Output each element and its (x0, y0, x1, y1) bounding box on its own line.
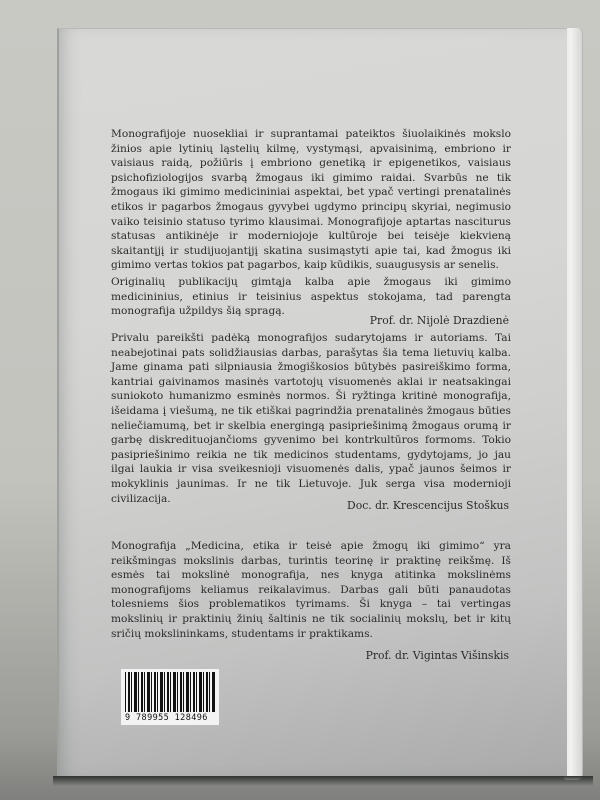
quote-2-paragraph-1: Privalu pareikšti padėką monografijos sudarytojams ir autoriams. Tai neabejotinai pats solidžiausias darbas, parašytas šia tema lietuvių kalba. Jame ginama pati silpniausia žmogiškosios būtybės pasireiškimo forma, kantriai gaivinamos masinės vartotojų visuomenės aklai ir neatsakingai suniokoto humanizmo esminės normos. Ši ryžtinga kritinė monografija, išeidama į viešumą, ne tik etiškai pagrindžia prenatalinės žmogaus būties neliečiamumą, bet ir skelbia energingą pasipriešinimą žmogaus orumą ir garbę diskredituojančioms gyvenimo bei kontrkultūros formoms. Tokio pasipriešinimo reikia ne tik medicinos studentams, gydytojams, jo jau ilgai laukia ir visa sveikesnioji visuomenės dalis, ypač jaunos šeimos ir mokyklinis jaunimas. Ir ne tik Lietuvoje. Juk serga visa modernioji civilizacija. (111, 332, 511, 505)
quote-1 (111, 127, 511, 321)
quote-3-signature: Prof. dr. Vigintas Višinskis (365, 649, 509, 662)
quote-2 (111, 331, 511, 508)
quote-3-paragraph-1: Monografija „Medicina, etika ir teisė apie žmogų iki gimimo“ yra reikšmingas mokslinis darbas, turintis teorinę ir praktinę reikšmę. Iš esmės tai mokslinė monografija, nes knyga atitinka mokslinėms monografijoms keliamus reikalavimus. Darbas gali būti panaudotas tolesniems šios problematikos tyrimams. Ši knyga – tai vertingas mokslinių ir praktinių žinių šaltinis ne tik socialinių mokslų, bet ir kitų sričių mokslininkams, studentams ir praktikams. (111, 540, 511, 640)
quote-1-signature: Prof. dr. Nijolė Drazdienė (369, 314, 509, 327)
book-bottom-shadow (53, 776, 593, 786)
back-cover (57, 28, 567, 776)
quote-1-paragraph-1: Monografijoje nuosekliai ir suprantamai pateiktos šiuolaikinės mokslo žinios apie lytinių ląstelių kilmę, vystymąsi, apvaisinimą, embriono ir vaisiaus raidą, požiūris į embriono genetiką ir epigenetikos, vaisiaus psichofiziologijos svarbą žmogaus iki gimimo raidai. Svarbūs ne tik žmogaus iki gimimo medicininiai aspektai, bet ypač vertingi prenatalinės etikos ir pagarbos žmogaus gyvybei ugdymo principų skyriai, negimusio vaiko teisinio statuso tyrimo klausimai. Monografijoje aptartas nasciturus statusas antikinėje ir moderniojoje kultūroje bei teisėje kiekvieną skaitantįjį ir studijuojantįjį skatina susimąstyti apie tai, kad žmogus iki gimimo vertas tokios pat pagarbos, kaip kūdikis, suaugusysis ar senelis. (111, 128, 511, 272)
barcode-bars-icon (125, 672, 215, 712)
isbn-number: 9 789955 128496 (125, 713, 208, 723)
quote-1-paragraph-2: Originalių publikacijų gimtąja kalba apie žmogaus iki gimimo medicininius, etinius ir teisinius aspektus stokojama, tad parengta monografija užpildys šią spragą. (111, 275, 511, 318)
book (57, 28, 587, 783)
isbn-barcode (121, 669, 219, 725)
quote-2-signature: Doc. dr. Krescencijus Stoškus (347, 499, 509, 512)
quote-3 (111, 539, 511, 643)
